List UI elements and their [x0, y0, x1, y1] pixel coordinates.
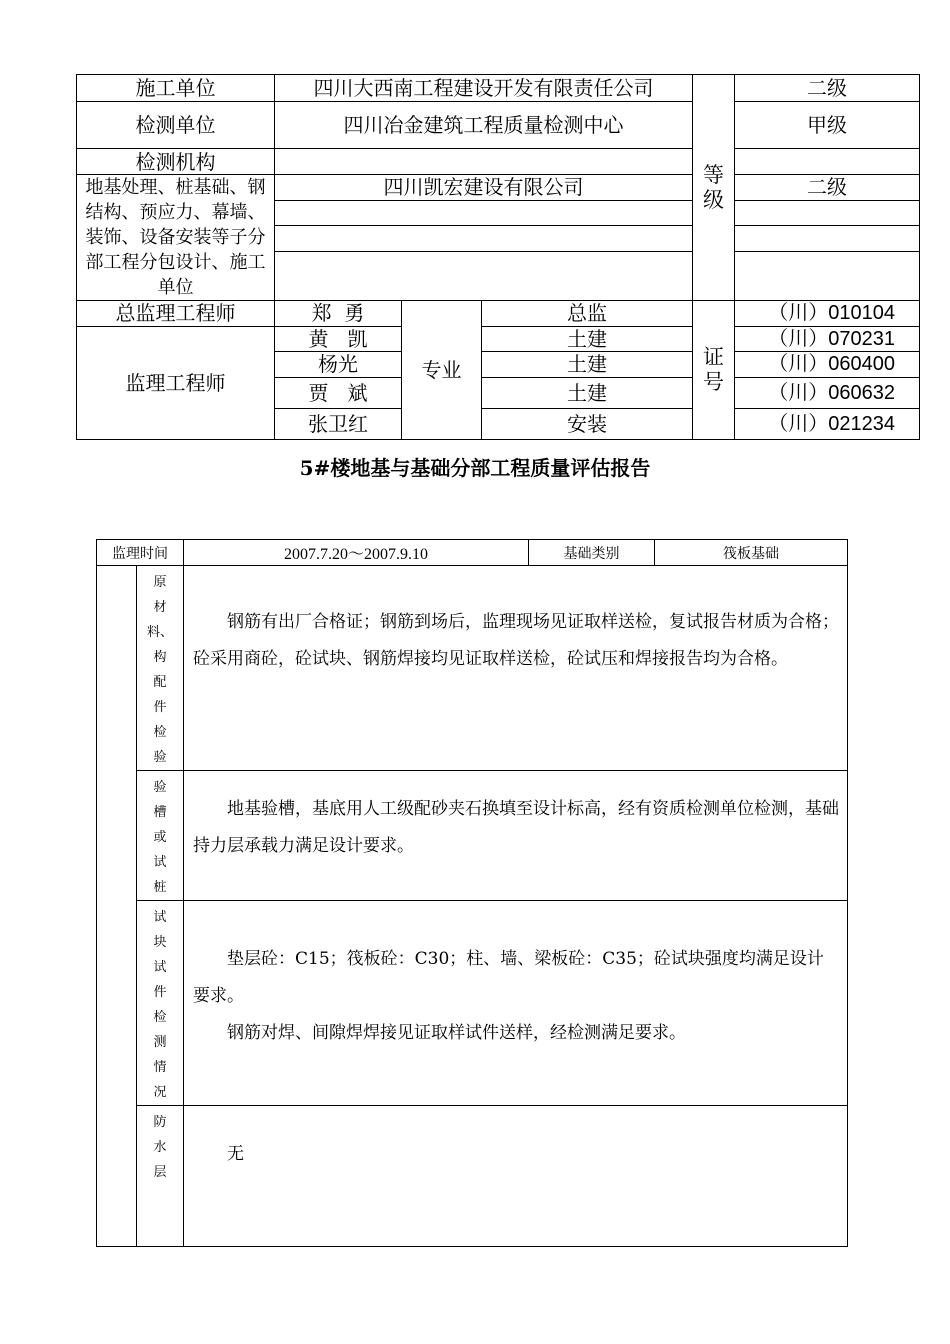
supervisor-engineer-label: 监理工程师 — [77, 327, 275, 440]
engineer-cert: （川）070231 — [735, 327, 920, 352]
engineer-name: 张卫红 — [275, 409, 402, 440]
subcontract-grade-empty — [735, 200, 920, 226]
subcontract-unit-empty — [275, 251, 693, 300]
section-group-blank — [97, 566, 137, 1247]
engineer-cert: （川）021234 — [735, 409, 920, 440]
engineer-name: 贾 斌 — [275, 378, 402, 409]
engineer-cert: （川）060632 — [735, 378, 920, 409]
construction-unit: 四川大西南工程建设开发有限责任公司 — [275, 75, 693, 102]
material-inspection-text: 钢筋有出厂合格证；钢筋到场后，监理现场见证取样送检，复试报告材质为合格；砼采用商砼，砼试块、钢筋焊接均见证取样送检，砼试压和焊接报告均为合格。 — [184, 566, 848, 771]
quality-report-table — [96, 539, 848, 1247]
testing-grade: 甲级 — [735, 102, 920, 149]
testing-agency-grade — [735, 149, 920, 175]
period-label: 监理时间 — [97, 540, 184, 566]
chief-engineer-role: 总监 — [482, 301, 693, 327]
grade-label: 等 级 — [693, 75, 735, 301]
chief-engineer-cert: （川）010104 — [735, 301, 920, 327]
subcontract-label: 地基处理、桩基础、钢结构、预应力、幕墙、装饰、设备安装等子分部工程分包设计、施工单位 — [77, 175, 275, 301]
trench-inspection-text: 地基验槽，基底用人工级配砂夹石换填至设计标高，经有资质检测单位检测，基础持力层承载力满足设计要求。 — [184, 771, 848, 901]
chief-engineer-name: 郑 勇 — [275, 301, 402, 327]
construction-grade: 二级 — [735, 75, 920, 102]
testing-agency-label: 检测机构 — [77, 149, 275, 175]
engineer-specialty: 土建 — [482, 378, 693, 409]
material-inspection-label: 原 材 料、 构 配 件 检 验 — [137, 566, 184, 771]
engineer-name: 杨光 — [275, 352, 402, 378]
subcontract-unit-empty — [275, 226, 693, 252]
engineer-specialty: 安装 — [482, 409, 693, 440]
subcontract-unit-empty — [275, 200, 693, 226]
test-specimen-label: 试 块 试 件 检 测 情 况 — [137, 901, 184, 1106]
testing-agency — [275, 149, 693, 175]
specialty-label: 专业 — [402, 301, 482, 440]
foundation-type-label: 基础类别 — [529, 540, 655, 566]
period-value: 2007.7.20～2007.9.10 — [184, 540, 529, 566]
chief-engineer-label: 总监理工程师 — [77, 301, 275, 327]
engineer-name: 黄 凯 — [275, 327, 402, 352]
engineer-specialty: 土建 — [482, 327, 693, 352]
testing-unit-label: 检测单位 — [77, 102, 275, 149]
foundation-type-value: 筏板基础 — [655, 540, 848, 566]
subcontract-grade-empty — [735, 251, 920, 300]
waterproof-layer-text: 无 — [184, 1106, 848, 1247]
testing-unit: 四川冶金建筑工程质量检测中心 — [275, 102, 693, 149]
engineer-cert: （川）060400 — [735, 352, 920, 378]
unit-info-table — [76, 74, 920, 440]
report-title: 5#楼地基与基础分部工程质量评估报告 — [299, 456, 651, 480]
trench-inspection-label: 验 槽 或 试 桩 — [137, 771, 184, 901]
subcontract-grade-empty — [735, 226, 920, 252]
subcontract-unit: 四川凯宏建设有限公司 — [275, 175, 693, 201]
test-specimen-text: 垫层砼：C15；筏板砼：C30；柱、墙、梁板砼：C35；砼试块强度均满足设计要求。 钢筋对焊、间隙焊焊接见证取样试件送样，经检测满足要求。 — [184, 901, 848, 1106]
waterproof-layer-label: 防 水 层 — [137, 1106, 184, 1247]
construction-unit-label: 施工单位 — [77, 75, 275, 102]
cert-label: 证 号 — [693, 301, 735, 440]
subcontract-grade: 二级 — [735, 175, 920, 201]
engineer-specialty: 土建 — [482, 352, 693, 378]
